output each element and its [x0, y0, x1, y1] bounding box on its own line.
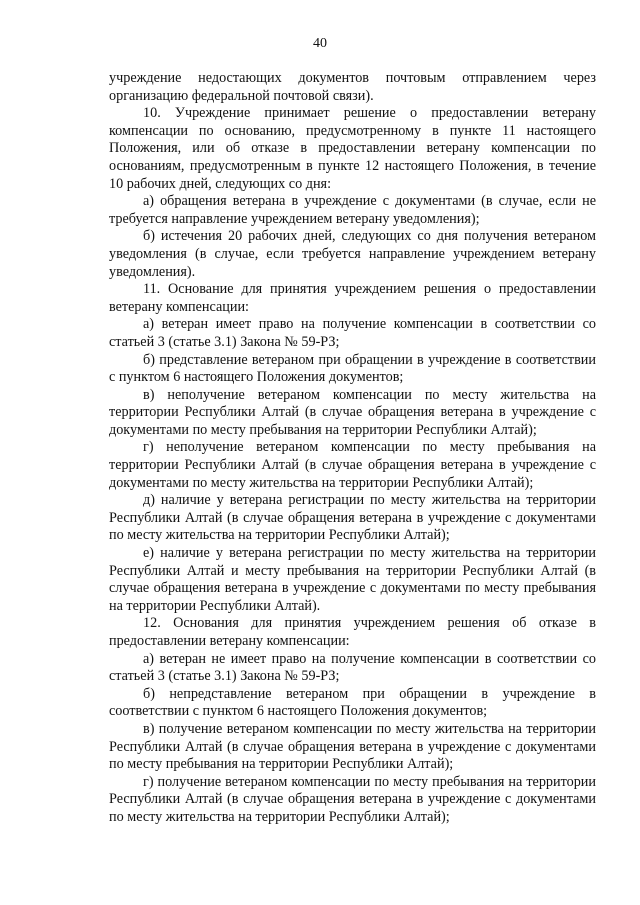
paragraph-clause-12-b: б) непредставление ветераном при обращении в учреждение в соответствии с пунктом 6 настоящего Положения документов;: [109, 685, 596, 720]
paragraph-clause-10-b: б) истечения 20 рабочих дней, следующих со дня получения ветераном уведомления (в случае, если требуется направление учреждением ветерану уведомления).: [109, 228, 596, 280]
paragraph-clause-10-a: а) обращения ветерана в учреждение с документами (в случае, если не требуется направление учреждением ветерану уведомления);: [109, 193, 596, 227]
paragraph-continuation: учреждение недостающих документов почтовым отправлением через организацию федеральной почтовой связи).: [109, 70, 596, 104]
paragraph-clause-11: 11. Основание для принятия учреждением решения о предоставлении ветерану компенсации:: [109, 281, 596, 315]
paragraph-clause-12-g: г) получение ветераном компенсации по месту пребывания на территории Республики Алтай (в случае обращения ветерана в учреждение с документами по месту жительства на территории Республики Алтай);: [109, 773, 596, 825]
paragraph-clause-11-d: д) наличие у ветерана регистрации по месту жительства на территории Республики Алтай (в случае обращения ветерана в учреждение с документами по месту жительства на территории Республики Алтай);: [109, 492, 596, 544]
paragraph-clause-10: 10. Учреждение принимает решение о предоставлении ветерану компенсации по основанию, предусмотренному в пункте 11 настоящего Положения, или об отказе в предоставлении ветерану компенсации по основаниям, предусмотренным в пункте 12 настоящего Положения, в течение 10 рабочих дней, следующих со дня:: [109, 105, 596, 192]
document-body: [109, 70, 596, 827]
paragraph-clause-11-g: г) неполучение ветераном компенсации по месту пребывания на территории Республики Алтай (в случае обращения ветерана в учреждение с документами по месту жительства на территории Республики Алтай);: [109, 439, 596, 491]
paragraph-clause-12: 12. Основания для принятия учреждением решения об отказе в предоставлении ветерану компенсации:: [109, 615, 596, 649]
page-number: 40: [313, 36, 327, 51]
paragraph-clause-11-v: в) неполучение ветераном компенсации по месту жительства на территории Республики Алтай (в случае обращения ветерана в учреждение с документами по месту пребывания на территории Республики Алтай);: [109, 386, 596, 438]
paragraph-clause-11-e: е) наличие у ветерана регистрации по месту жительства на территории Республики Алтай и месту пребывания на территории Республики Алтай (в случае обращения ветерана в учреждение с документами по месту пребывания на территории Республики Алтай).: [109, 545, 596, 614]
paragraph-clause-11-a: а) ветеран имеет право на получение компенсации в соответствии со статьей 3 (статье 3.1) Закона № 59-РЗ;: [109, 316, 596, 350]
paragraph-clause-12-v: в) получение ветераном компенсации по месту жительства на территории Республики Алтай (в случае обращения ветерана в учреждение с документами по месту пребывания на территории Республики Алтай);: [109, 720, 596, 773]
paragraph-clause-11-b: б) представление ветераном при обращении в учреждение в соответствии с пунктом 6 настоящего Положения документов;: [109, 351, 596, 386]
paragraph-clause-12-a: а) ветеран не имеет право на получение компенсации в соответствии со статьей 3 (статье 3.1) Закона № 59-РЗ;: [109, 650, 596, 685]
